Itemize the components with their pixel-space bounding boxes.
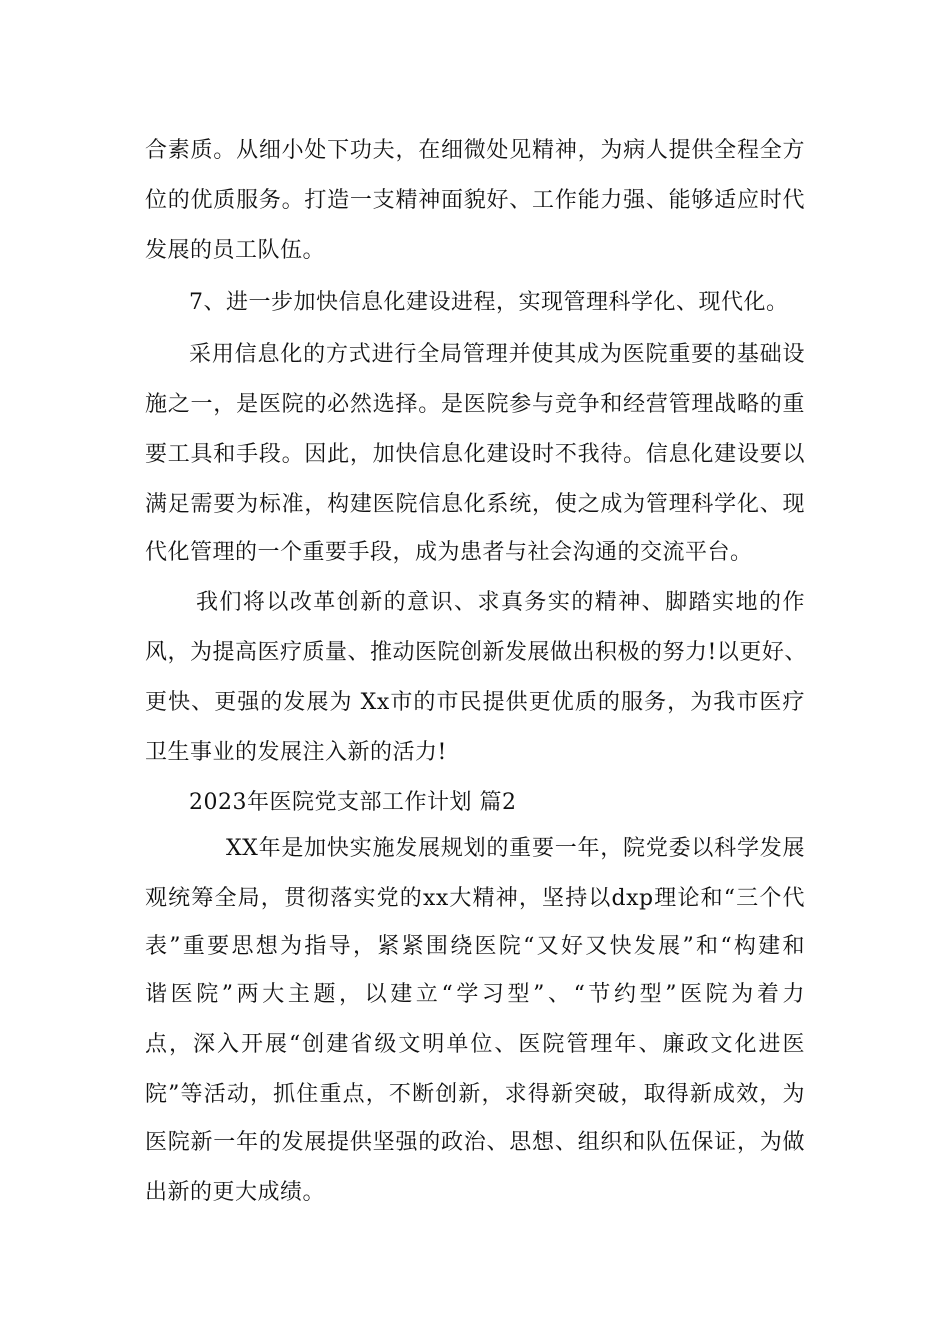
text-line: 卫生事业的发展注入新的活力! [145, 740, 447, 765]
text-line: 合素质。从细小处下功夫，在细微处见精神，为病人提供全程全方 [145, 138, 805, 163]
text-line: 点，深入开展“创建省级文明单位、医院管理年、廉政文化进医 [145, 1032, 805, 1057]
text-line: 观统筹全局，贯彻落实党的xx大精神，坚持以dxp理论和“三个代 [145, 886, 805, 911]
text-line: 更快、更强的发展为 Xx市的市民提供更优质的服务，为我市医疗 [145, 690, 805, 715]
section-heading: 7、进一步加快信息化建设进程，实现管理科学化、现代化。 [189, 290, 789, 315]
text-line: 施之一，是医院的必然选择。是医院参与竞争和经营管理战略的重 [145, 392, 805, 417]
text-line: 风，为提高医疗质量、推动医院创新发展做出积极的努力!以更好、 [145, 640, 807, 665]
text-line: XX年是加快实施发展规划的重要一年，院党委以科学发展 [226, 836, 805, 861]
text-line: 发展的员工队伍。 [145, 238, 326, 263]
text-line: 院”等活动，抓住重点，不断创新，求得新突破，取得新成效，为 [145, 1082, 805, 1107]
text-line: 位的优质服务。打造一支精神面貌好、工作能力强、能够适应时代 [145, 188, 805, 213]
text-line: 表”重要思想为指导，紧紧围绕医院“又好又快发展”和“构建和 [145, 934, 805, 959]
text-line: 要工具和手段。因此，加快信息化建设时不我待。信息化建设要以 [145, 442, 805, 467]
plan-title: 2023年医院党支部工作计划 篇2 [189, 790, 517, 815]
text-line: 代化管理的一个重要手段，成为患者与社会沟通的交流平台。 [145, 540, 753, 565]
text-line: 谐医院”两大主题，以建立“学习型”、“节约型”医院为着力 [145, 982, 805, 1007]
text-line: 满足需要为标准，构建医院信息化系统，使之成为管理科学化、现 [145, 492, 805, 517]
text-line: 采用信息化的方式进行全局管理并使其成为医院重要的基础设 [189, 342, 805, 367]
text-line: 出新的更大成绩。 [145, 1180, 326, 1205]
text-line: 我们将以改革创新的意识、求真务实的精神、脚踏实地的作 [196, 590, 805, 615]
text-line: 医院新一年的发展提供坚强的政治、思想、组织和队伍保证，为做 [145, 1130, 805, 1155]
